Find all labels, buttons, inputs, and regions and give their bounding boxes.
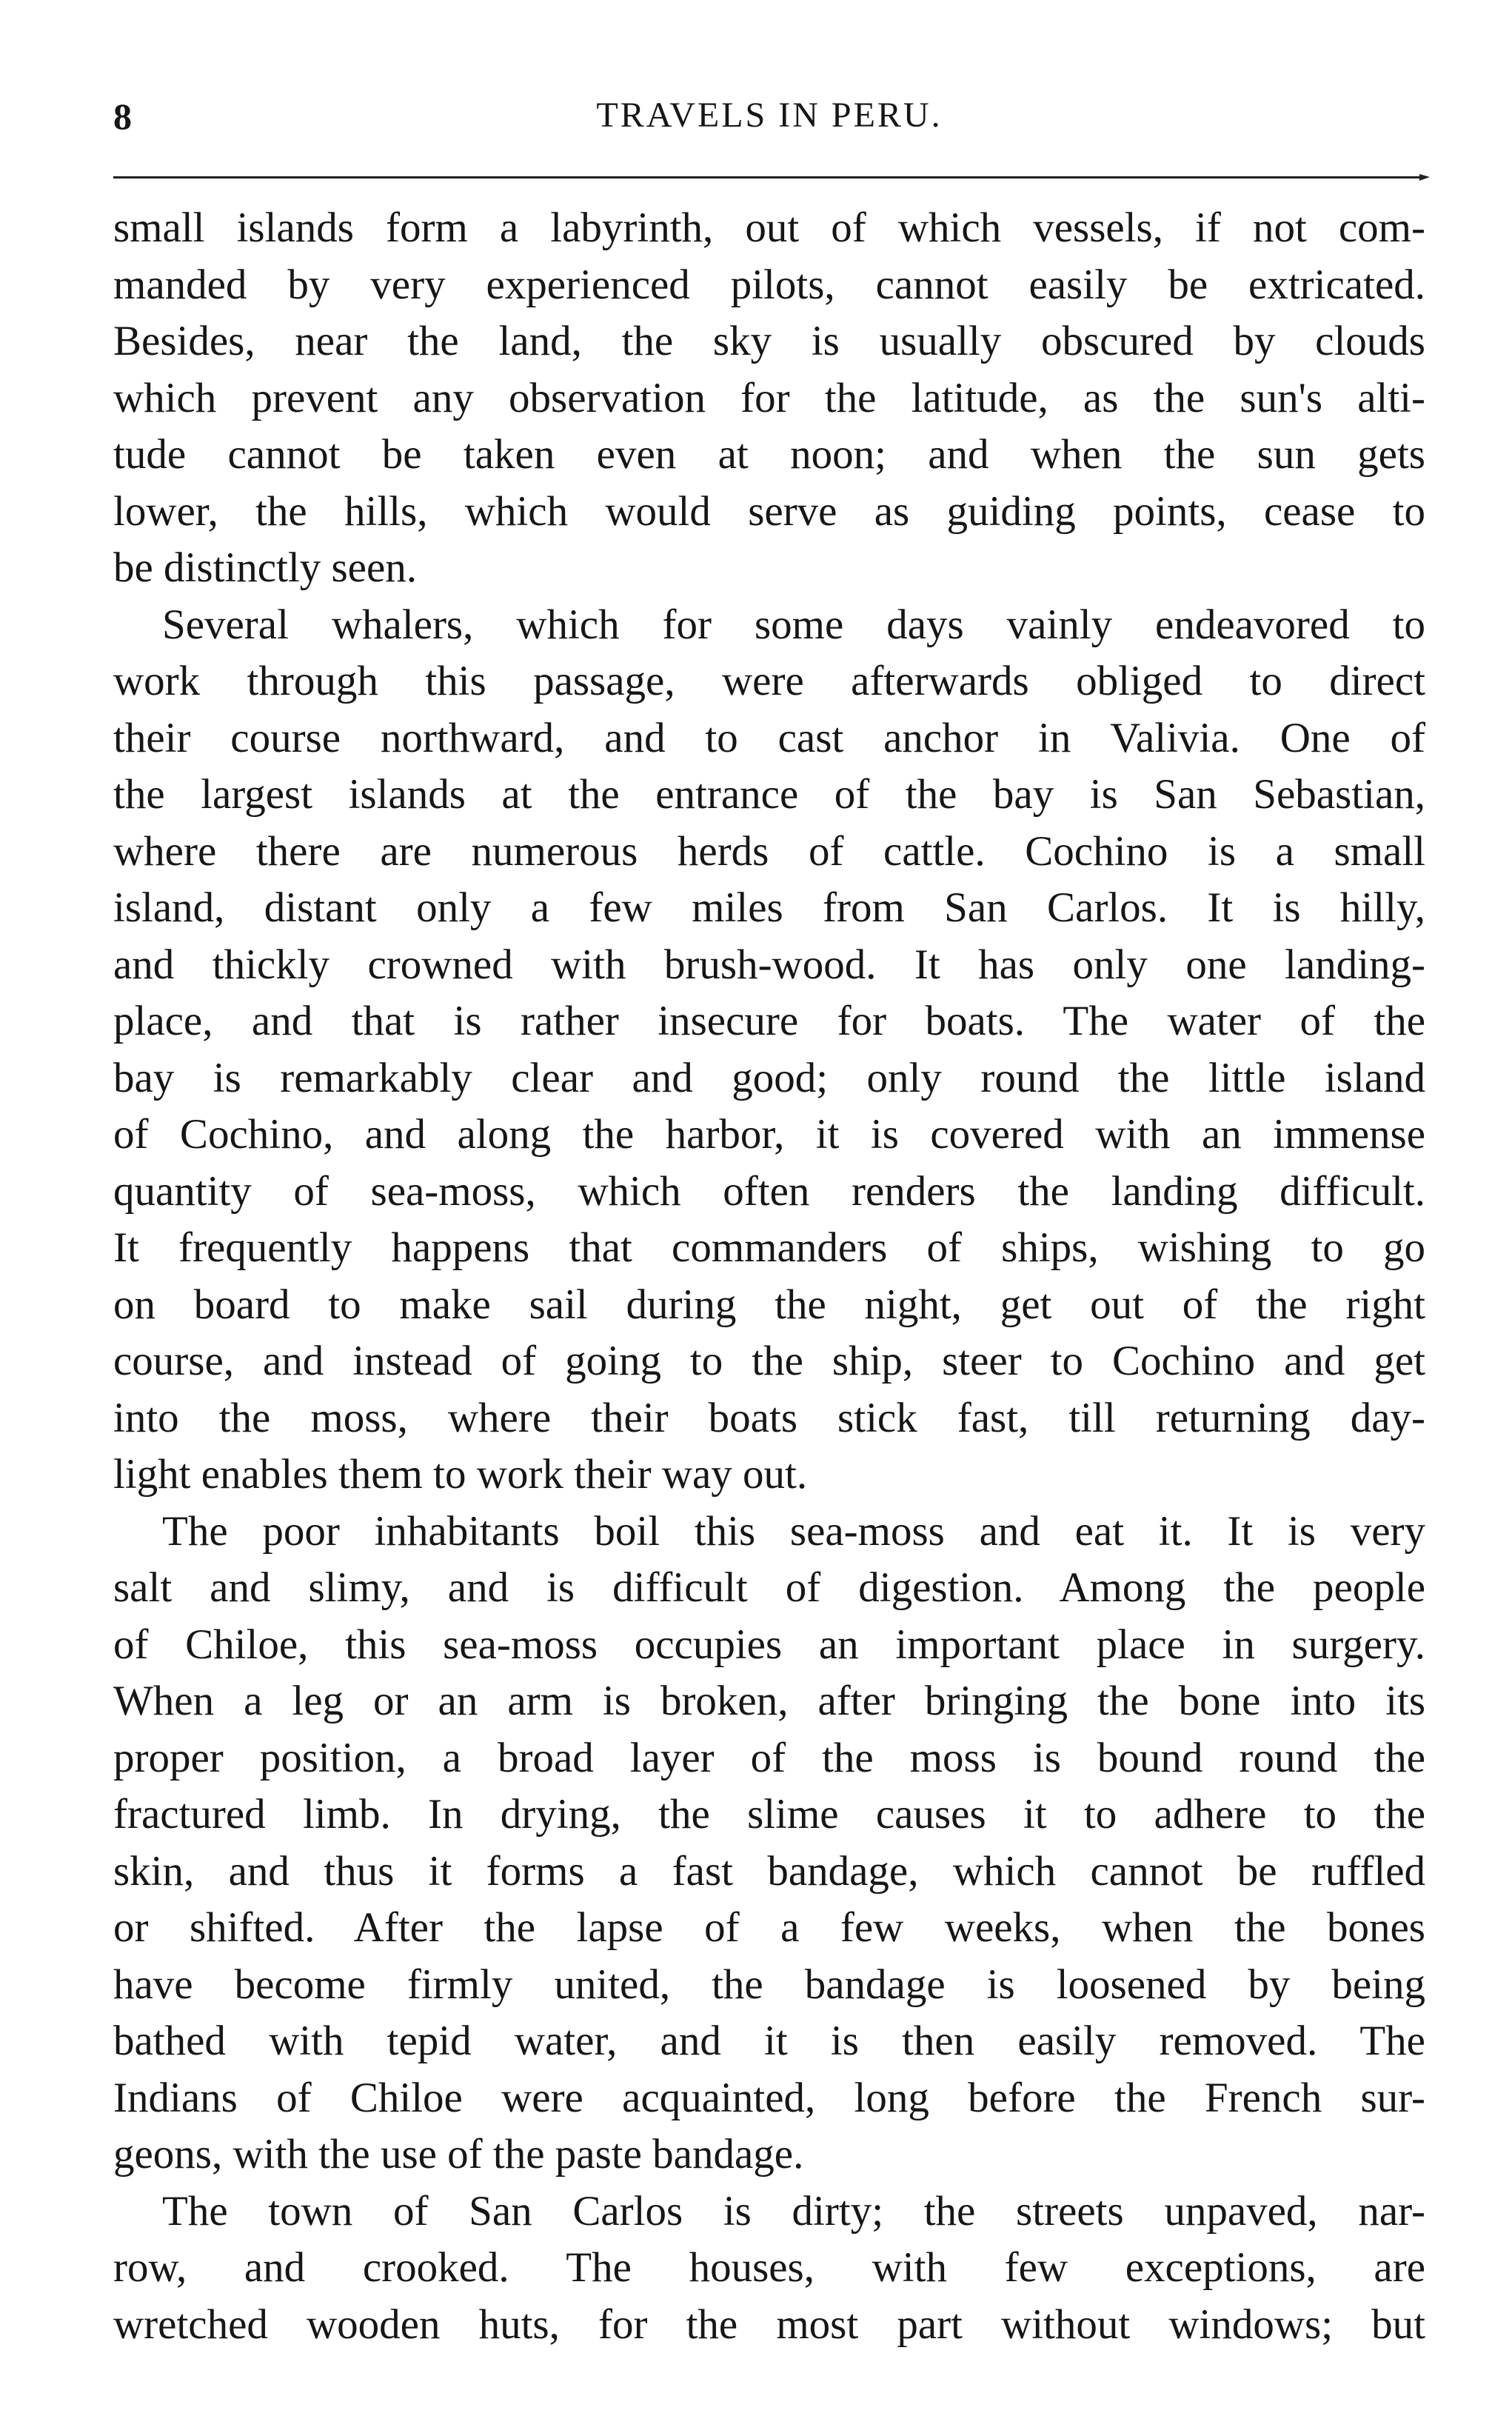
text-line: wretched wooden huts, for the most part without windows; but — [113, 2300, 1425, 2348]
text-line: The poor inhabitants boil this sea-moss and eat it. It is very — [162, 1507, 1425, 1555]
text-line: and thickly crowned with brush-wood. It has only one landing- — [113, 941, 1425, 988]
text-line: quantity of sea-moss, which often renders the landing difficult. — [113, 1167, 1425, 1215]
paragraph — [113, 1504, 1425, 2183]
paragraph — [113, 200, 1425, 597]
text-line: place, and that is rather insecure for boats. The water of the — [113, 998, 1425, 1044]
text-line: The town of San Carlos is dirty; the streets unpaved, nar- — [162, 2187, 1425, 2235]
text-line: light enables them to work their way out. — [113, 1451, 808, 1498]
text-line: row, and crooked. The houses, with few exceptions, are — [113, 2244, 1425, 2291]
text-line: or shifted. After the lapse of a few weeks, when the bones — [113, 1904, 1425, 1951]
text-line: be distinctly seen. — [113, 544, 417, 591]
text-line: Indians of Chiloe were acquainted, long before the French sur- — [113, 2074, 1425, 2121]
text-line: of Cochino, and along the harbor, it is covered with an immense — [113, 1111, 1425, 1158]
text-line: island, distant only a few miles from San Carlos. It is hilly, — [113, 884, 1425, 931]
text-line: Several whalers, which for some days vainly endeavored to — [162, 601, 1425, 648]
paragraph — [113, 2183, 1425, 2354]
text-line: course, and instead of going to the ship, steer to Cochino and get — [113, 1338, 1425, 1384]
text-line: bathed with tepid water, and it is then easily removed. The — [113, 2018, 1425, 2064]
text-line: their course northward, and to cast anchor in Valivia. One of — [113, 714, 1425, 761]
text-line: which prevent any observation for the latitude, as the sun's alti- — [113, 374, 1425, 421]
text-line: skin, and thus it forms a fast bandage, which cannot be ruffled — [113, 1847, 1425, 1895]
text-line: salt and slimy, and is difficult of digestion. Among the people — [113, 1564, 1425, 1611]
text-line: where there are numerous herds of cattle. Cochino is a small — [113, 827, 1425, 875]
text-line: bay is remarkably clear and good; only round the little island — [113, 1054, 1425, 1101]
paragraph — [113, 597, 1425, 1504]
text-line: proper position, a broad layer of the moss is bound round the — [113, 1734, 1425, 1781]
text-line: lower, the hills, which would serve as guiding points, cease to — [113, 487, 1425, 535]
text-line: on board to make sail during the night, get out of the right — [113, 1281, 1425, 1328]
text-line: small islands form a labyrinth, out of which vessels, if not com- — [113, 204, 1425, 251]
page-number: 8 — [113, 96, 132, 137]
text-line: tude cannot be taken even at noon; and when the sun gets — [113, 431, 1425, 478]
text-line: into the moss, where their boats stick fast, till returning day- — [113, 1394, 1425, 1441]
text-line: work through this passage, were afterwards obliged to direct — [113, 658, 1425, 704]
text-line: manded by very experienced pilots, cannot easily be extricated. — [113, 261, 1425, 308]
text-line: Besides, near the land, the sky is usually obscured by clouds — [113, 318, 1425, 364]
text-line: It frequently happens that commanders of ships, wishing to go — [113, 1224, 1425, 1271]
text-line: of Chiloe, this sea-moss occupies an important place in surgery. — [113, 1621, 1425, 1668]
running-title: TRAVELS IN PERU. — [596, 96, 943, 135]
text-line: fractured limb. In drying, the slime causes it to adhere to the — [113, 1791, 1425, 1838]
page-header — [113, 95, 1425, 147]
text-line: When a leg or an arm is broken, after bringing the bone into its — [113, 1678, 1425, 1724]
text-line: geons, with the use of the paste bandage. — [113, 2131, 804, 2178]
text-line: have become firmly united, the bandage is loosened by being — [113, 1961, 1425, 2008]
body-text — [113, 200, 1425, 2353]
header-rule — [113, 176, 1425, 178]
text-line: the largest islands at the entrance of the bay is San Sebastian, — [113, 771, 1425, 818]
